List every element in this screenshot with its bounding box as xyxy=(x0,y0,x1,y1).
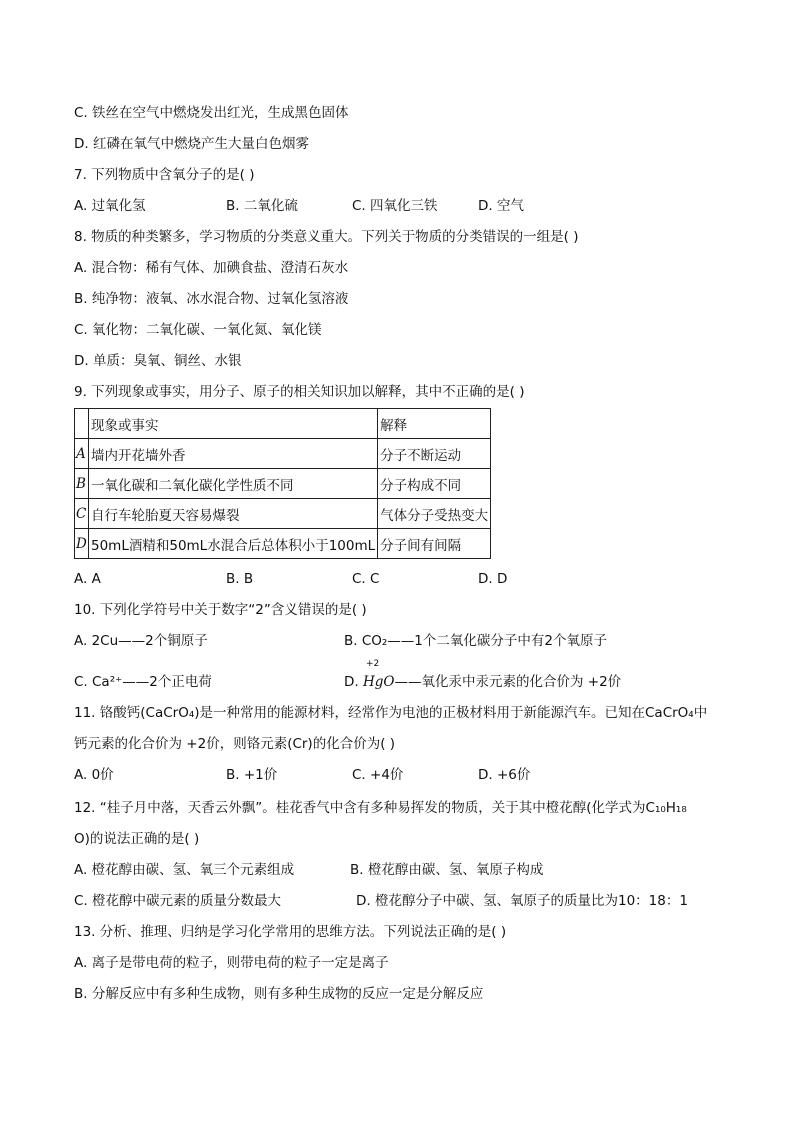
q12-option-a: A. 橙花醇由碳、氢、氧三个元素组成 xyxy=(74,862,295,878)
q10-option-a: A. 2Cu——2个铜原子 xyxy=(74,633,208,649)
q10-option-c: C. Ca²⁺——2个正电荷 xyxy=(74,674,212,690)
q9-option-d: D. D xyxy=(478,571,508,587)
q11-stem-line1: 11. 铬酸钙(CaCrO₄)是一种常用的能源材料，经常作为电池的正极材料用于新能源汽车。已知在CaCrO₄中 xyxy=(74,705,708,721)
row-phenomenon: 自行车轮胎夏天容易爆裂 xyxy=(89,499,378,529)
q12-option-c: C. 橙花醇中碳元素的质量分数最大 xyxy=(74,893,282,909)
table-row xyxy=(75,469,491,499)
row-phenomenon: 一氧化碳和二氧化碳化学性质不同 xyxy=(89,469,378,499)
q9-option-a: A. A xyxy=(74,571,101,587)
q6-option-c: C. 铁丝在空气中燃烧发出红光，生成黑色固体 xyxy=(74,105,349,121)
q12-option-d: D. 橙花醇分子中碳、氢、氧原子的质量比为10：18：1 xyxy=(356,893,688,909)
q11-option-d: D. +6价 xyxy=(478,767,531,783)
row-key: A xyxy=(75,439,89,469)
table-cell xyxy=(75,409,89,439)
q9-stem: 9. 下列现象或事实，用分子、原子的相关知识加以解释，其中不正确的是( ) xyxy=(74,384,525,400)
row-phenomenon: 墙内开花墙外香 xyxy=(89,439,378,469)
q9-option-c: C. C xyxy=(352,571,380,587)
q8-stem: 8. 物质的种类繁多，学习物质的分类意义重大。下列关于物质的分类错误的一组是( ) xyxy=(74,229,579,245)
q13-option-b: B. 分解反应中有多种生成物，则有多种生成物的反应一定是分解反应 xyxy=(74,986,484,1002)
q8-option-d: D. 单质：臭氧、铜丝、水银 xyxy=(74,353,242,369)
q10-options-row2 xyxy=(74,659,754,692)
q8-option-b: B. 纯净物：液氧、冰水混合物、过氧化氢溶液 xyxy=(74,291,349,307)
q13-stem: 13. 分析、推理、归纳是学习化学常用的思维方法。下列说法正确的是( ) xyxy=(74,924,507,940)
q7-option-c: C. 四氧化三铁 xyxy=(352,198,438,214)
row-key: C xyxy=(75,499,89,529)
q9-option-b: B. B xyxy=(226,571,254,587)
q11-option-c: C. +4价 xyxy=(352,767,404,783)
q11-stem-line2: 钙元素的化合价为 +2价，则铬元素(Cr)的化合价为( ) xyxy=(74,736,396,752)
q10-options-row1 xyxy=(74,631,754,651)
table-header-cell: 解释 xyxy=(378,409,491,439)
table-header-row xyxy=(75,409,491,439)
table-row xyxy=(75,439,491,469)
q6-option-d: D. 红磷在氧气中燃烧产生大量白色烟雾 xyxy=(74,136,309,152)
row-explanation: 气体分子受热变大 xyxy=(378,499,491,529)
row-explanation: 分子不断运动 xyxy=(378,439,491,469)
q11-option-a: A. 0价 xyxy=(74,767,114,783)
q7-option-b: B. 二氧化硫 xyxy=(226,198,298,214)
table-row xyxy=(75,499,491,529)
formula: HgO xyxy=(362,674,395,690)
q12-stem-line1: 12. “桂子月中落，天香云外飘”。桂花香气中含有多种易挥发的物质，关于其中橙花醇(化学式为C₁₀H₁₈ xyxy=(74,800,687,816)
row-key: D xyxy=(75,529,89,559)
q7-option-d: D. 空气 xyxy=(478,198,524,214)
q10-option-d xyxy=(344,659,622,692)
q7-stem: 7. 下列物质中含氧分子的是( ) xyxy=(74,167,255,183)
q11-option-b: B. +1价 xyxy=(226,767,278,783)
q10-stem: 10. 下列化学符号中关于数字“2”含义错误的是( ) xyxy=(74,602,367,618)
q12-options-row2 xyxy=(74,891,754,911)
row-explanation: 分子间有间隔 xyxy=(378,529,491,559)
q12-option-b: B. 橙花醇由碳、氢、氧原子构成 xyxy=(350,862,544,878)
q13-option-a: A. 离子是带电荷的粒子，则带电荷的粒子一定是离子 xyxy=(74,955,389,971)
row-key: B xyxy=(75,469,89,499)
table-row xyxy=(75,529,491,559)
table-header-cell: 现象或事实 xyxy=(89,409,378,439)
row-phenomenon: 50mL酒精和50mL水混合后总体积小于100mL xyxy=(89,529,378,559)
valence-mark: +2 xyxy=(365,659,380,669)
row-explanation: 分子构成不同 xyxy=(378,469,491,499)
q9-table xyxy=(74,408,491,559)
q12-options-row1 xyxy=(74,860,754,880)
option-text: ——氧化汞中汞元素的化合价为 +2价 xyxy=(394,674,622,690)
q12-stem-line2: O)的说法正确的是( ) xyxy=(74,831,200,847)
q11-options xyxy=(74,765,754,785)
option-letter: D. xyxy=(344,674,359,690)
q9-options xyxy=(74,569,754,589)
valence-formula xyxy=(362,659,395,692)
q10-option-b: B. CO₂——1个二氧化碳分子中有2个氧原子 xyxy=(344,633,607,649)
q7-options xyxy=(74,196,754,216)
q8-option-c: C. 氧化物：二氧化碳、一氧化氮、氧化镁 xyxy=(74,322,322,338)
q7-option-a: A. 过氧化氢 xyxy=(74,198,146,214)
q8-option-a: A. 混合物：稀有气体、加碘食盐、澄清石灰水 xyxy=(74,260,349,276)
